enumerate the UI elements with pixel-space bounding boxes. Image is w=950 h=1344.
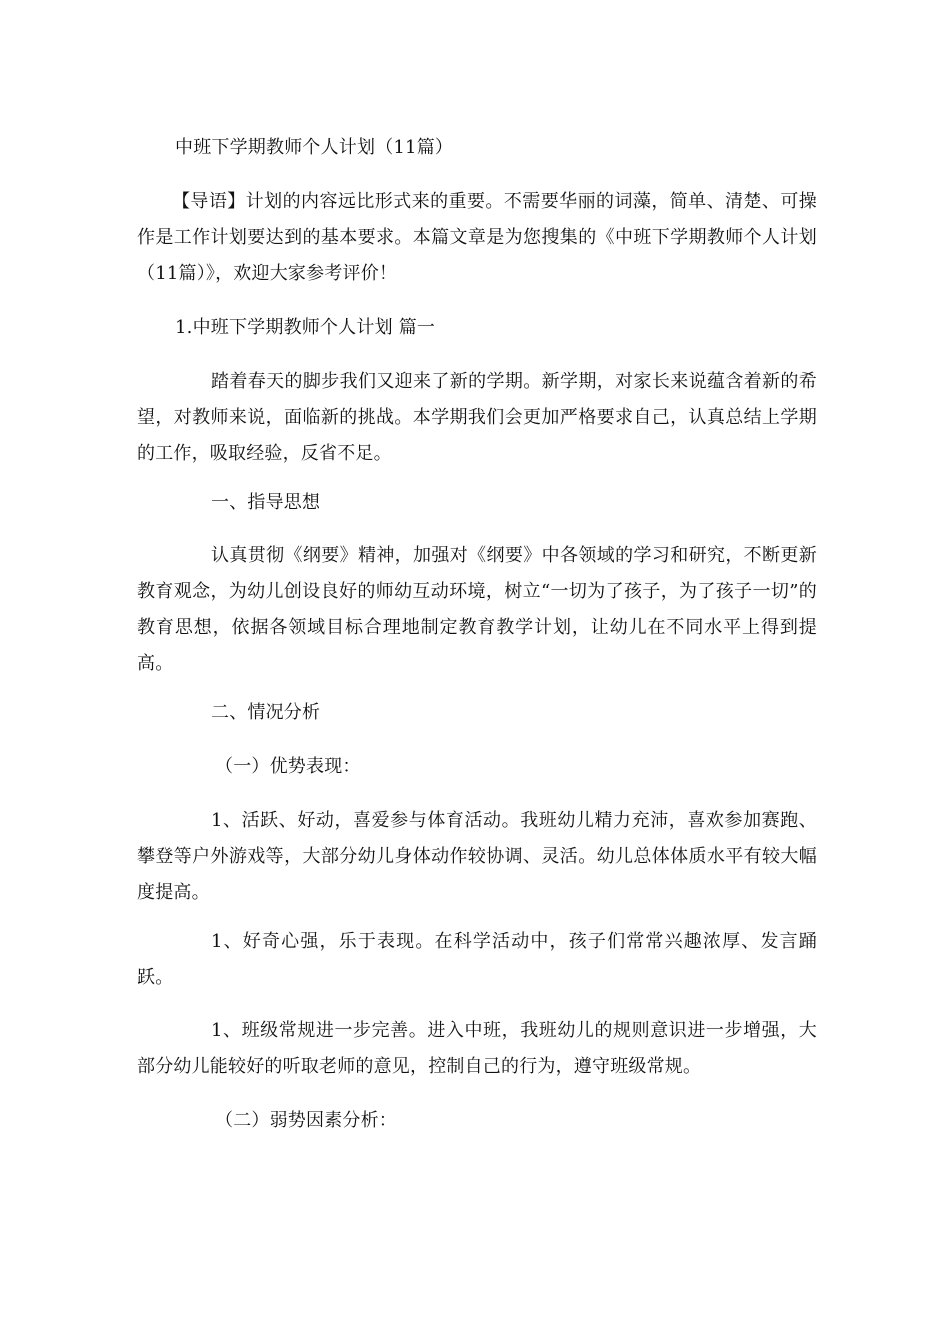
section-heading-1: 1.中班下学期教师个人计划 篇一 [175,317,436,338]
strength-item-1: 1、活跃、好动，喜爱参与体育活动。我班幼儿精力充沛，喜欢参加赛跑、攀登等户外游戏等，大部分幼儿身体动作较协调、灵活。幼儿总体体质水平有较大幅度提高。 [137,810,817,903]
paragraph-opening: 踏着春天的脚步我们又迎来了新的学期。新学期，对家长来说蕴含着新的希望，对教师来说，面临新的挑战。本学期我们会更加严格要求自己，认真总结上学期的工作，吸取经验，反省不足。 [137,371,817,464]
paragraph-guiding-ideology: 认真贯彻《纲要》精神，加强对《纲要》中各领域的学习和研究，不断更新教育观念，为幼儿创设良好的师幼互动环境，树立“一切为了孩子，为了孩子一切”的教育思想，依据各领域目标合理地制定教育教学计划，让幼儿在不同水平上得到提高。 [137,545,817,674]
heading-strengths: （一）优势表现： [215,756,361,777]
heading-weakness: （二）弱势因素分析： [215,1110,397,1131]
document-title: 中班下学期教师个人计划（11篇） [175,137,454,158]
strength-item-3: 1、班级常规进一步完善。进入中班，我班幼儿的规则意识进一步增强，大部分幼儿能较好的听取老师的意见，控制自己的行为，遵守班级常规。 [137,1020,817,1077]
intro-paragraph: 【导语】计划的内容远比形式来的重要。不需要华丽的词藻，简单、清楚、可操作是工作计划要达到的基本要求。本篇文章是为您搜集的《中班下学期教师个人计划（11篇）》，欢迎大家参考评价！ [137,191,817,284]
heading-situation-analysis: 二、情况分析 [211,702,321,723]
strength-item-2: 1、好奇心强，乐于表现。在科学活动中，孩子们常常兴趣浓厚、发言踊跃。 [137,931,817,988]
heading-guiding-ideology: 一、指导思想 [211,492,321,513]
